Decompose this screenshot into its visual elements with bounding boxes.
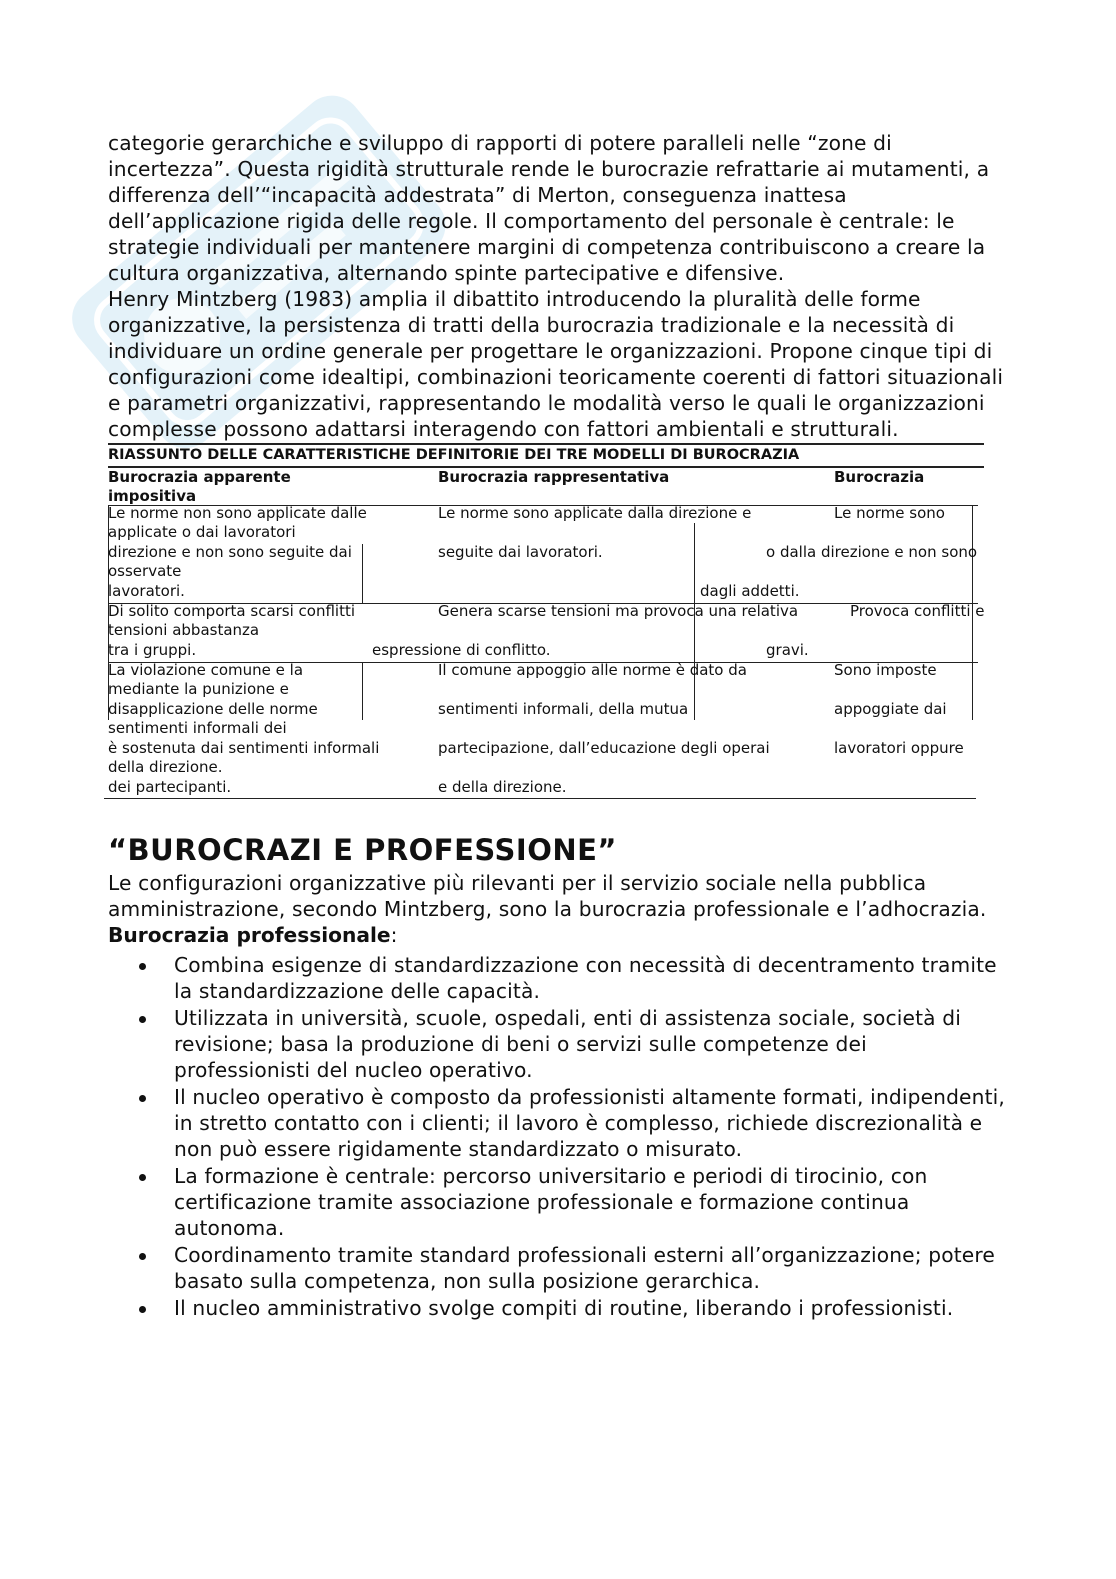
table-cell-line: espressione di conflitto. [372, 641, 551, 659]
subheading-label: Burocrazia professionale [108, 923, 391, 947]
table-cell-line: partecipazione, dall’educazione degli operai [438, 739, 770, 757]
header-impositive: impositiva [108, 487, 197, 505]
list-item-text: Il nucleo operativo è composto da professionisti altamente formati, indipendenti, in stretto contatto con i clienti; il lavoro è complesso, richiede discrezionalità e non può essere rigidamente standardizzato o misurato. [174, 1085, 1005, 1161]
table-border [362, 544, 363, 604]
table-cell-line: direzione e non sono seguite dai [108, 543, 352, 561]
table-cell-line: lavoratori. [108, 582, 185, 600]
bullet-icon [139, 1016, 146, 1023]
list-item-text: Il nucleo amministrativo svolge compiti di routine, liberando i professionisti. [174, 1296, 954, 1320]
table-cell-line: Di solito comporta scarsi conflitti [108, 602, 356, 620]
section-intro: Le configurazioni organizzative più rilevanti per il servizio sociale nella pubblica amministrazione, secondo Mintzberg, sono la burocrazia professionale e l’adhocrazia. [108, 871, 987, 921]
list-item [174, 1084, 1008, 1162]
table-title: RIASSUNTO DELLE CARATTERISTICHE DEFINITORIE DEI TRE MODELLI DI BUROCRAZIA [108, 443, 984, 463]
table-cell-line: Il comune appoggio alle norme è dato da [438, 661, 747, 679]
bullet-icon [139, 1095, 146, 1102]
table-cell-line: gravi. [766, 641, 809, 659]
list-item-text: Coordinamento tramite standard professionali esterni all’organizzazione; potere basato sulla competenza, non sulla posizione gerarchica. [174, 1243, 995, 1293]
table-cell-line: mediante la punizione e [108, 680, 289, 698]
section-subheading [108, 922, 1008, 948]
table-rule [104, 798, 976, 799]
table-cell-line: tra i gruppi. [108, 641, 197, 659]
table-cell-line: dei partecipanti. [108, 778, 232, 796]
list-item-text: Utilizzata in università, scuole, ospedali, enti di assistenza sociale, società di revisione; basa la produzione di beni o servizi sulle competenze dei professionisti del nucleo operativo. [174, 1006, 961, 1082]
table-cell-line: Genera scarse tensioni ma provoca una relativa [438, 602, 799, 620]
bullet-icon [139, 1174, 146, 1181]
bullet-list [108, 952, 1008, 1321]
bullet-icon [139, 963, 146, 970]
table-cell-line: disapplicazione delle norme [108, 700, 318, 718]
table-border [362, 662, 363, 720]
list-item-text: Combina esigenze di standardizzazione con necessità di decentramento tramite la standardizzazione delle capacità. [174, 953, 997, 1003]
list-item [174, 952, 1008, 1004]
table-border [694, 523, 695, 663]
table-cell-line: Sono imposte [834, 661, 937, 679]
bureaucracy-summary-table [108, 448, 984, 812]
table-cell-line: o dalla direzione e non sono [766, 543, 978, 561]
table-cell-line: Le norme sono applicate dalla direzione e [438, 504, 752, 522]
header-apparent: Burocrazia apparente [108, 468, 291, 486]
table-cell-line: Le norme non sono applicate dalle [108, 504, 367, 522]
intro-paragraph-1: categorie gerarchiche e sviluppo di rapporti di potere paralleli nelle “zone di incertezza”. Questa rigidità strutturale rende le burocrazie refrattarie ai mutamenti, a differenza dell’“incapacità addestrata” di Merton, conseguenza inattesa dell’applicazione rigida delle regole. Il comportamento del personale è centrale: le strategie individuali per mantenere margini di competenza contribuiscono a creare la cultura organizzativa, alternando spinte partecipative e difensive. [108, 131, 990, 285]
header-representative: Burocrazia rappresentativa [438, 468, 670, 486]
subheading-colon: : [390, 923, 398, 947]
bullet-icon [139, 1253, 146, 1260]
table-header-row [108, 466, 984, 505]
table-cell-line: appoggiate dai [834, 700, 947, 718]
list-item-text: La formazione è centrale: percorso universitario e periodi di tirocinio, con certificazione tramite associazione professionale e formazione continua autonoma. [174, 1164, 928, 1240]
list-item [174, 1005, 1008, 1083]
table-cell-line: osservate [108, 562, 182, 580]
page-content [108, 130, 1008, 1322]
table-cell-line: sentimenti informali dei [108, 719, 287, 737]
list-item [174, 1242, 1008, 1294]
table-cell-line: applicate o dai lavoratori [108, 523, 296, 541]
list-item [174, 1295, 1008, 1321]
table-cell-line: è sostenuta dai sentimenti informali [108, 739, 380, 757]
list-item [174, 1163, 1008, 1241]
intro-paragraph-2: Henry Mintzberg (1983) amplia il dibattito introducendo la pluralità delle forme organizzative, la persistenza di tratti della burocrazia tradizionale e la necessità di individuare un ordine generale per progettare le organizzazioni. Propone cinque tipi di configurazioni come idealtipi, combinazioni teoricamente coerenti di fattori situazionali e parametri organizzativi, rappresentando le modalità verso le quali le organizzazioni complesse possono adattarsi interagendo con fattori ambientali e strutturali. [108, 287, 1004, 441]
table-cell-line: e della direzione. [438, 778, 567, 796]
bullet-icon [139, 1306, 146, 1313]
table-cell-line: sentimenti informali, della mutua [438, 700, 689, 718]
table-cell-line: Le norme sono [834, 504, 945, 522]
table-cell-line: Provoca conflitti e [850, 602, 985, 620]
table-cell-line: La violazione comune e la [108, 661, 304, 679]
table-cell-line: tensioni abbastanza [108, 621, 260, 639]
table-cell-line: lavoratori oppure [834, 739, 964, 757]
table-cell-line: della direzione. [108, 758, 223, 776]
header-punitive: Burocrazia [834, 468, 925, 486]
section-heading: “BUROCRAZI E PROFESSIONE” [108, 833, 617, 867]
table-cell-line: seguite dai lavoratori. [438, 543, 603, 561]
table-cell-line: dagli addetti. [700, 582, 800, 600]
